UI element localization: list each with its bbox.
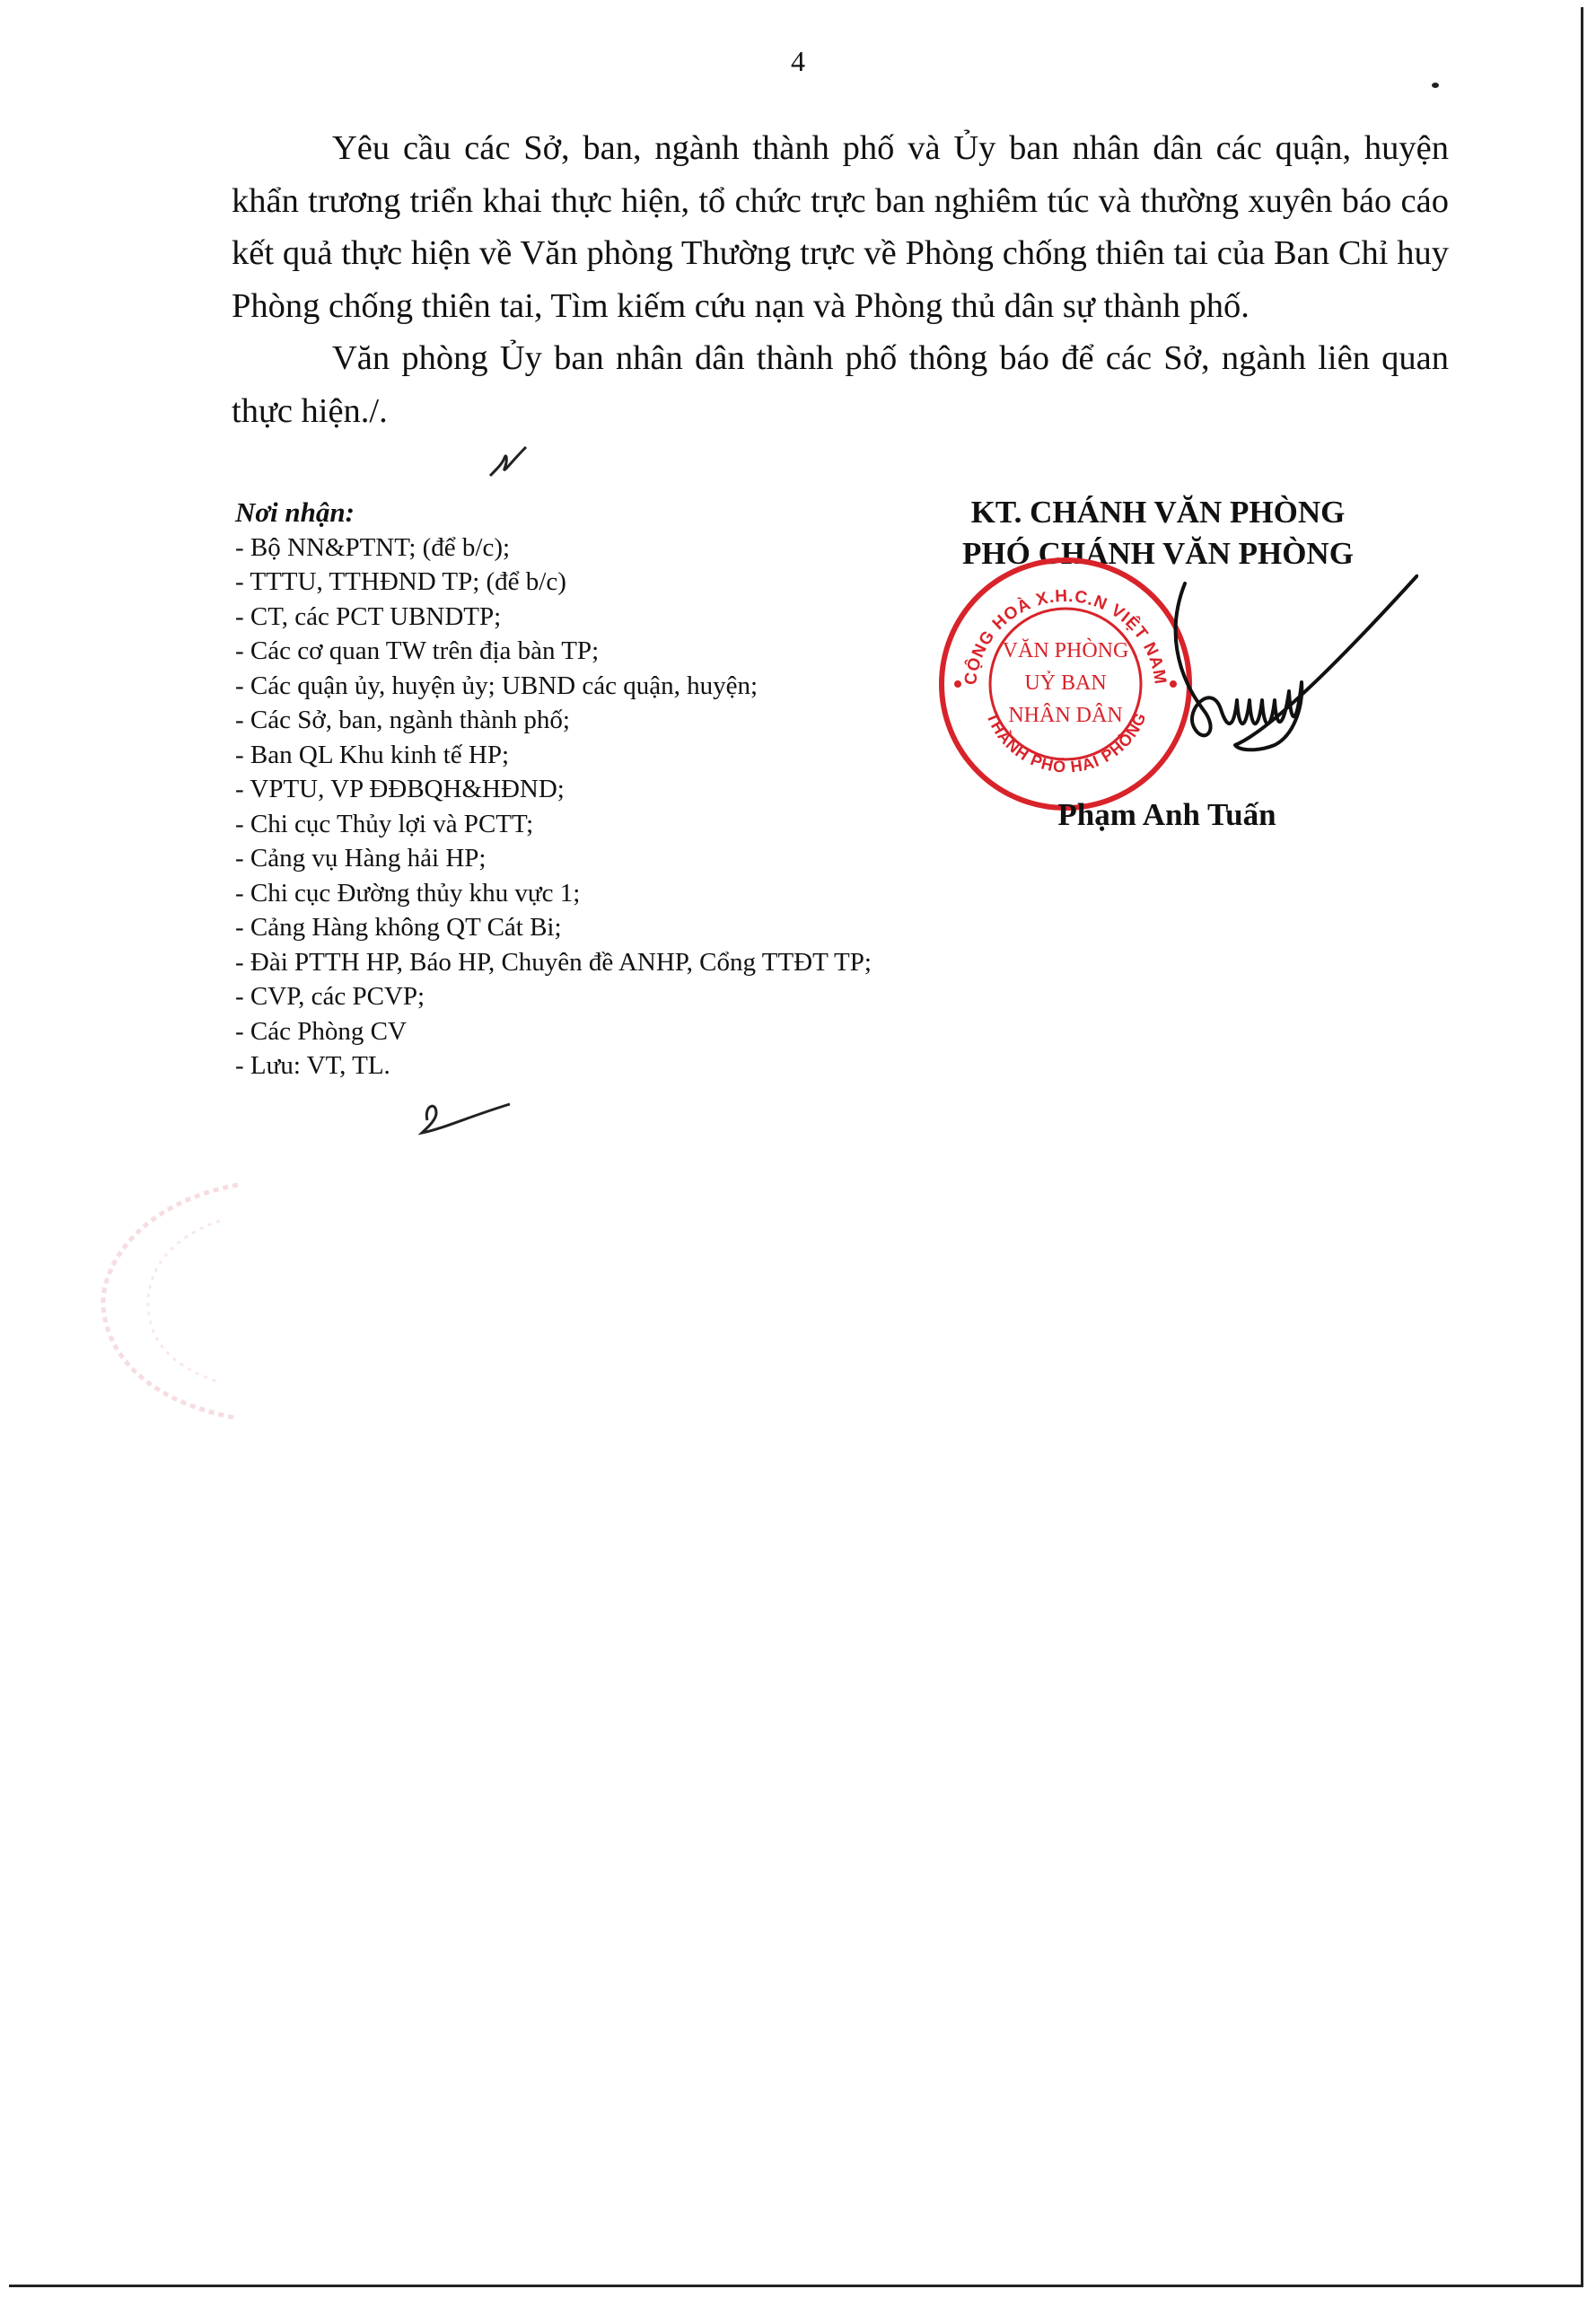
recipient-item: - VPTU, VP ĐĐBQH&HĐND; xyxy=(235,775,565,803)
paragraph-request: Yêu cầu các Sở, ban, ngành thành phố và Ủy ban nhân dân các quận, huyện khẩn trương triển khai thực hiện, tổ chức trực ban nghiêm túc và thường xuyên báo cáo kết quả thực hiện về Văn phòng Thường trực về Phòng chống thiên tai của Ban Chỉ huy Phòng chống thiên tai, Tìm kiếm cứu nạn và Phòng thủ dân sự thành phố. xyxy=(232,129,1449,325)
document-body xyxy=(232,122,1449,437)
recipient-item: - Các Sở, ban, ngành thành phố; xyxy=(235,706,570,734)
stamp-center-line2: UỶ BAN xyxy=(1024,671,1107,695)
stamp-bottom-text: THÀNH PHỐ HẢI PHÒNG xyxy=(983,709,1150,776)
recipient-item: - TTTU, TTHĐND TP; (để b/c) xyxy=(235,567,566,596)
recipient-item: - Lưu: VT, TL. xyxy=(235,1051,390,1080)
recipient-item: - Ban QL Khu kinh tế HP; xyxy=(235,740,510,769)
recipients-title: Nơi nhận: xyxy=(235,496,355,528)
signer-name: Phạm Anh Tuấn xyxy=(1057,797,1276,832)
recipient-item: - Các Phòng CV xyxy=(235,1016,407,1046)
recipient-item: - Chi cục Thủy lợi và PCTT; xyxy=(235,809,534,838)
page-number: 4 xyxy=(791,45,805,77)
recipients-list xyxy=(235,496,881,1083)
recipient-item: - Đài PTTH HP, Báo HP, Chuyên đề ANHP, Cổng TTĐT TP; xyxy=(235,947,872,977)
stamp-outer-text: CỘNG HOÀ X.H.C.N VIỆT NAM xyxy=(961,586,1170,687)
stamp-center-line3: NHÂN DÂN xyxy=(1008,704,1123,727)
recipient-item: - Cảng Hàng không QT Cát Bi; xyxy=(235,913,562,942)
signature-title-line2: PHÓ CHÁNH VĂN PHÒNG xyxy=(962,536,1354,571)
recipients-items xyxy=(235,531,881,1083)
handwritten-signature xyxy=(1149,574,1418,790)
signature-title-line1: KT. CHÁNH VĂN PHÒNG xyxy=(970,495,1346,530)
bleed-through-stamp xyxy=(85,1167,247,1436)
recipient-item: - Các quận ủy, huyện ủy; UBND các quận, huyện; xyxy=(235,671,758,700)
scan-speck xyxy=(1432,83,1439,88)
recipient-item: - Chi cục Đường thủy khu vực 1; xyxy=(235,878,581,908)
initial-mark xyxy=(485,442,530,483)
recipient-item: - CT, các PCT UBNDTP; xyxy=(235,601,502,631)
archive-initial-mark xyxy=(415,1093,513,1138)
recipient-item: - Bộ NN&PTNT; (để b/c); xyxy=(235,532,511,562)
recipient-item: - Các cơ quan TW trên địa bàn TP; xyxy=(235,636,600,665)
recipient-item: - Cảng vụ Hàng hải HP; xyxy=(235,844,487,873)
recipient-item: - CVP, các PCVP; xyxy=(235,982,425,1011)
paragraph-notice: Văn phòng Ủy ban nhân dân thành phố thông báo để các Sở, ngành liên quan thực hiện./. xyxy=(232,339,1449,430)
stamp-center-line1: VĂN PHÒNG xyxy=(1002,639,1129,662)
